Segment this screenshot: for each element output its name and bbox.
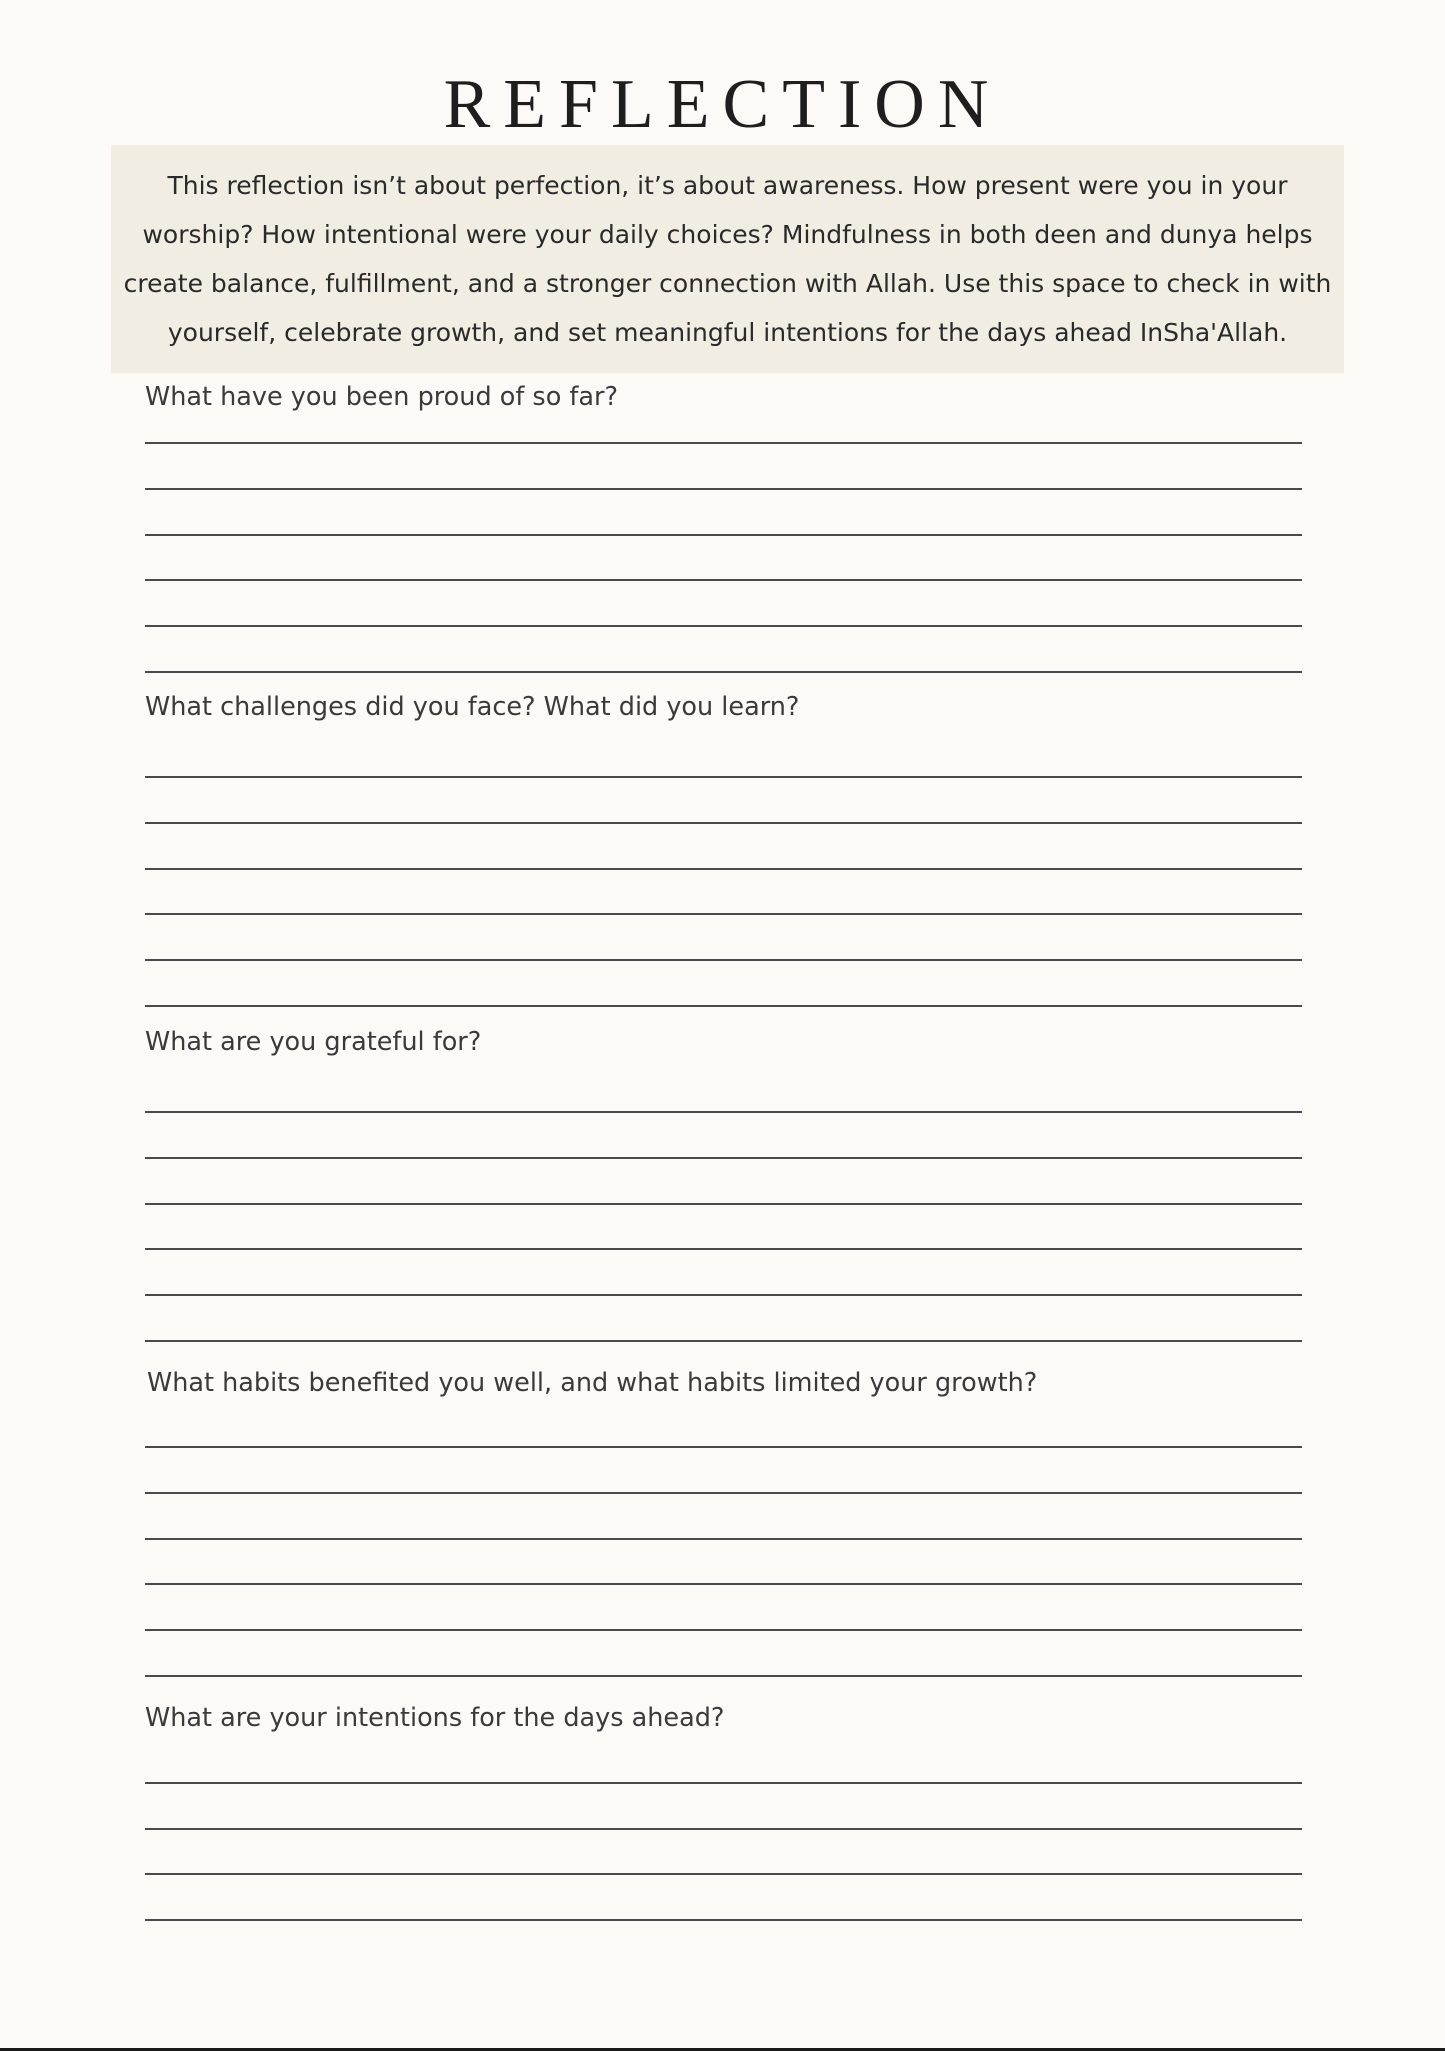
intro-text: This reflection isn’t about perfection, it’s about awareness. How present were you in your worship? How intentional were your daily choices? Mindfulness in both deen and dunya helps create balance, fulfillment, and a stronger connection with Allah. Use this space to check in with yourself, celebrate growth, and set meaningful intentions for the days ahead InSha'Allah. bbox=[123, 171, 1332, 347]
writing-line[interactable] bbox=[145, 442, 1302, 444]
writing-line[interactable] bbox=[145, 1203, 1302, 1205]
writing-line[interactable] bbox=[145, 776, 1302, 778]
writing-line[interactable] bbox=[145, 579, 1302, 581]
question-label: What challenges did you face? What did you learn? bbox=[145, 692, 800, 722]
writing-line[interactable] bbox=[145, 488, 1302, 490]
page-title: REFLECTION bbox=[443, 66, 1002, 143]
writing-line[interactable] bbox=[145, 534, 1302, 536]
writing-line[interactable] bbox=[145, 1538, 1302, 1540]
intro-box bbox=[111, 145, 1344, 373]
writing-line[interactable] bbox=[145, 822, 1302, 824]
question-label: What are you grateful for? bbox=[145, 1027, 482, 1057]
writing-line[interactable] bbox=[145, 1157, 1302, 1159]
writing-line[interactable] bbox=[145, 1583, 1302, 1585]
writing-line[interactable] bbox=[145, 1294, 1302, 1296]
writing-line[interactable] bbox=[145, 1492, 1302, 1494]
question-label: What are your intentions for the days ahead? bbox=[145, 1703, 725, 1733]
writing-line[interactable] bbox=[145, 1111, 1302, 1113]
writing-line[interactable] bbox=[145, 1629, 1302, 1631]
writing-line[interactable] bbox=[145, 1873, 1302, 1875]
writing-line[interactable] bbox=[145, 1675, 1302, 1677]
writing-line[interactable] bbox=[145, 1782, 1302, 1784]
question-label: What have you been proud of so far? bbox=[145, 382, 619, 412]
writing-line[interactable] bbox=[145, 913, 1302, 915]
writing-line[interactable] bbox=[145, 625, 1302, 627]
writing-line[interactable] bbox=[145, 1005, 1302, 1007]
writing-line[interactable] bbox=[145, 1828, 1302, 1830]
writing-line[interactable] bbox=[145, 671, 1302, 673]
writing-line[interactable] bbox=[145, 1340, 1302, 1342]
writing-line[interactable] bbox=[145, 1248, 1302, 1250]
writing-line[interactable] bbox=[145, 959, 1302, 961]
writing-line[interactable] bbox=[145, 868, 1302, 870]
writing-line[interactable] bbox=[145, 1919, 1302, 1921]
question-label: What habits benefited you well, and what habits limited your growth? bbox=[147, 1368, 1038, 1398]
writing-line[interactable] bbox=[145, 1446, 1302, 1448]
